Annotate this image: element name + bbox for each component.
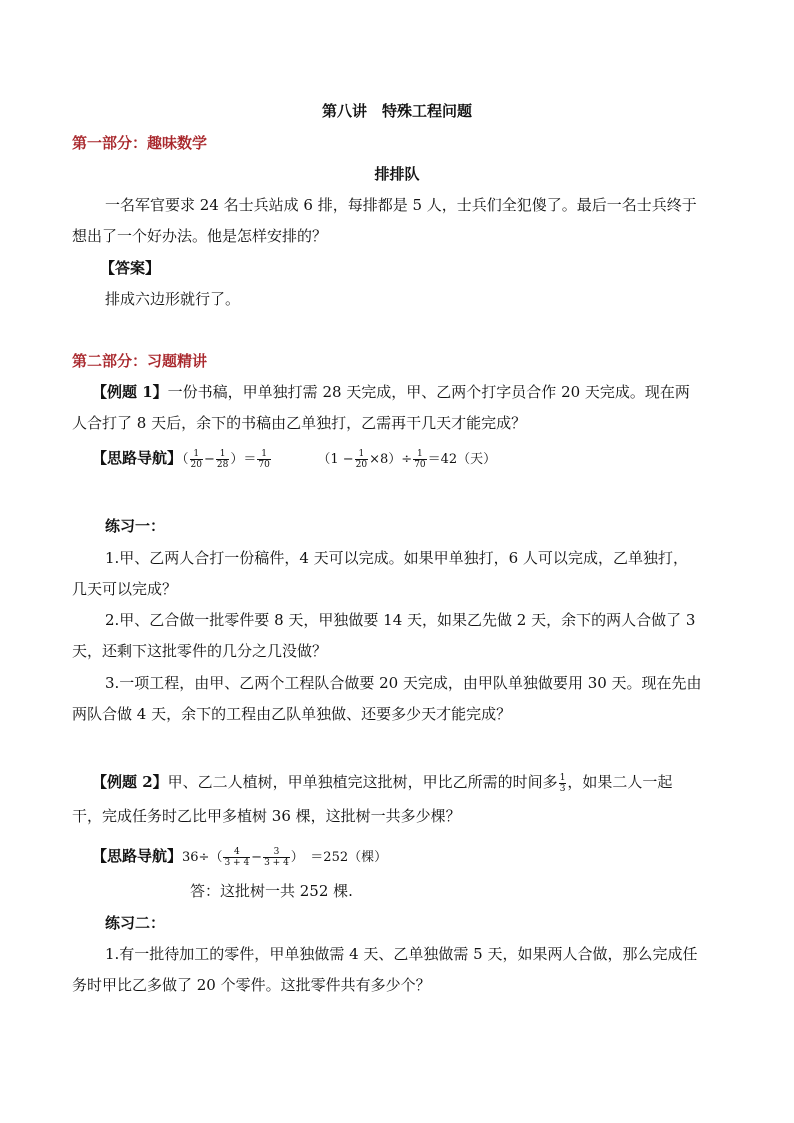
fraction: $\frac{1}{70}$ xyxy=(258,448,270,470)
math-result: ） ＝252（棵） xyxy=(290,850,388,865)
page-title: 第八讲 特殊工程问题 xyxy=(321,102,472,120)
minus-sign: − xyxy=(203,452,215,467)
minus-sign: − xyxy=(251,850,263,865)
example2-label: 【例题 2】 xyxy=(92,773,168,791)
fraction: $\frac{3}{3 + 4}$ xyxy=(264,846,289,868)
math-open: （ xyxy=(182,452,189,467)
fraction: $\frac{1}{20}$ xyxy=(190,448,202,470)
math-open: 36÷（ xyxy=(182,850,223,865)
example2-text1b: ，如果二人一起 xyxy=(567,773,673,791)
practice1-q3-line2: 两队合做 4 天，余下的工程由乙队单独做、还要多少天才能完成？ xyxy=(72,705,512,723)
math-mid: ×8）÷ xyxy=(369,452,413,467)
fraction: $\frac{1}{3}$ xyxy=(559,772,566,794)
practice1-q2-line2: 天，还剩下这批零件的几分之几没做？ xyxy=(72,642,328,660)
hint-label: 【思路导航】 xyxy=(92,449,183,467)
math-open-2: （1 − xyxy=(317,452,354,467)
subtitle: 排排队 xyxy=(374,165,420,183)
practice1-label: 练习一： xyxy=(105,517,166,535)
example2-text1a: 甲、乙二人植树，甲单独植完这批树，甲比乙所需的时间多 xyxy=(167,773,558,791)
example1-line2: 人合打了 8 天后，余下的书稿由乙单独打，乙需再干几天才能完成？ xyxy=(72,414,527,432)
example2-hint xyxy=(92,846,387,868)
example2-line1 xyxy=(92,772,672,794)
answer-label: 【答案】 xyxy=(100,259,161,277)
practice1-q2-line1: 2.甲、乙合做一批零件要 8 天，甲独做要 14 天，如果乙先做 2 天，余下的两人合做了 3 xyxy=(105,611,696,629)
answer-text: 排成六边形就行了。 xyxy=(105,290,241,308)
math-close: ）＝ xyxy=(230,452,257,467)
practice1-q1-line1: 1.甲、乙两人合打一份稿件，4 天可以完成。如果甲单独打，6 人可以完成，乙单独打， xyxy=(105,549,688,567)
puzzle-text-line1: 一名军官要求 24 名士兵站成 6 排，每排都是 5 人，士兵们全犯傻了。最后一名士兵终于 xyxy=(105,196,697,214)
hint-label: 【思路导航】 xyxy=(92,847,183,865)
example2-line2: 干，完成任务时乙比甲多植树 36 棵，这批树一共多少棵？ xyxy=(72,807,461,825)
example1-text1: 一份书稿，甲单独打需 28 天完成，甲、乙两个打字员合作 20 天完成。现在两 xyxy=(167,383,690,401)
section-heading-part2: 第二部分：习题精讲 xyxy=(72,352,208,370)
puzzle-text-line2: 想出了一个好办法。他是怎样安排的？ xyxy=(72,227,328,245)
practice1-q1-line2: 几天可以完成？ xyxy=(72,580,178,598)
section-heading-part1: 第一部分：趣味数学 xyxy=(72,134,208,152)
practice2-label: 练习二： xyxy=(105,914,166,932)
fraction: $\frac{1}{28}$ xyxy=(216,448,229,470)
example1-label: 【例题 1】 xyxy=(92,383,168,401)
example1-hint xyxy=(92,448,496,470)
fraction: $\frac{1}{20}$ xyxy=(355,448,368,470)
practice2-q1-line1: 1.有一批待加工的零件，甲单独做需 4 天、乙单独做需 5 天，如果两人合做，那么完成任 xyxy=(105,945,698,963)
example2-answer: 答：这批树一共 252 棵. xyxy=(190,882,353,900)
fraction: $\frac{4}{3 + 4}$ xyxy=(224,846,250,868)
fraction: $\frac{1}{70}$ xyxy=(414,448,426,470)
practice1-q3-line1: 3.一项工程，由甲、乙两个工程队合做要 20 天完成，由甲队单独做要用 30 天。现在先由 xyxy=(105,674,702,692)
math-result: ＝42（天） xyxy=(427,452,497,467)
practice2-q1-line2: 务时甲比乙多做了 20 个零件。这批零件共有多少个？ xyxy=(72,976,431,994)
example1-line1 xyxy=(92,382,690,402)
